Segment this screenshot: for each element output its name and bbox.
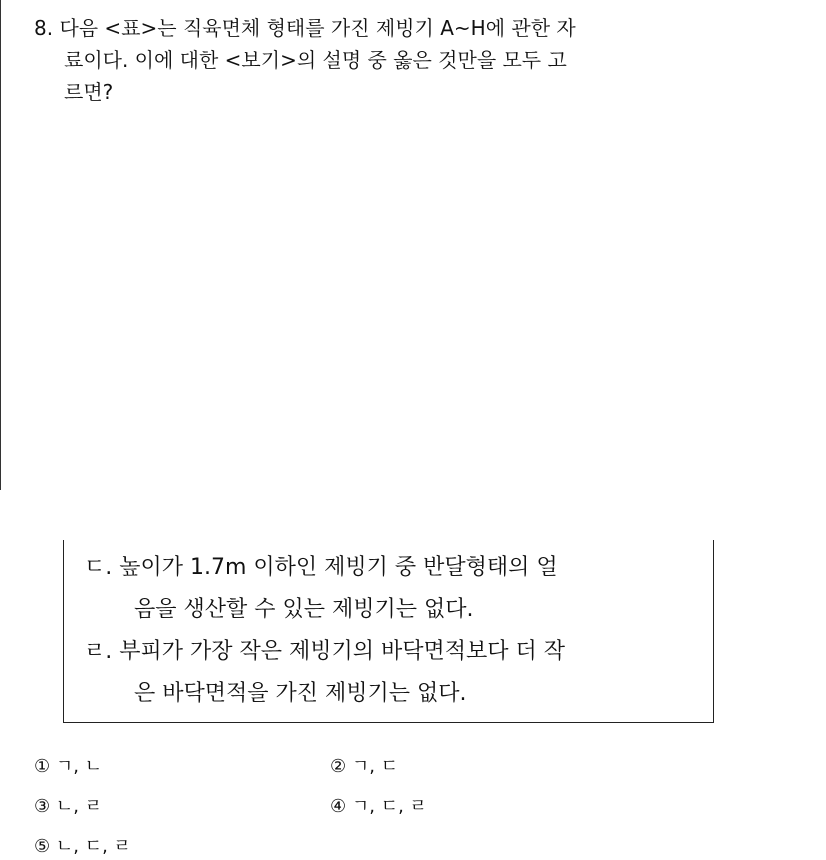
option-4[interactable]: ④ ㄱ, ㄷ, ㄹ [330,796,427,817]
option-5[interactable]: ⑤ ㄴ, ㄷ, ㄹ [34,836,131,857]
bogi-box [63,540,714,723]
bogi-item-r-cont: 은 바닥면적을 가진 제빙기는 없다. [134,681,467,706]
option-2[interactable]: ② ㄱ, ㄷ [330,756,399,777]
bogi-item-d-cont: 음을 생산할 수 있는 제빙기는 없다. [134,597,474,622]
bogi-item-r: ㄹ. 부피가 가장 작은 제빙기의 바닥면적보다 더 작 [84,639,565,664]
question-line: 8. 다음 <표>는 직육면체 형태를 가진 제빙기 A~H에 관한 자 [34,16,576,40]
question-text [34,12,774,108]
question-line: 르면? [64,80,114,104]
page-border-line [0,0,1,490]
option-3[interactable]: ③ ㄴ, ㄹ [34,796,103,817]
bogi-item-d: ㄷ. 높이가 1.7m 이하인 제빙기 중 반달형태의 얼 [84,555,558,580]
question-line: 료이다. 이에 대한 <보기>의 설명 중 옳은 것만을 모두 고 [64,48,567,72]
option-1[interactable]: ① ㄱ, ㄴ [34,756,103,777]
